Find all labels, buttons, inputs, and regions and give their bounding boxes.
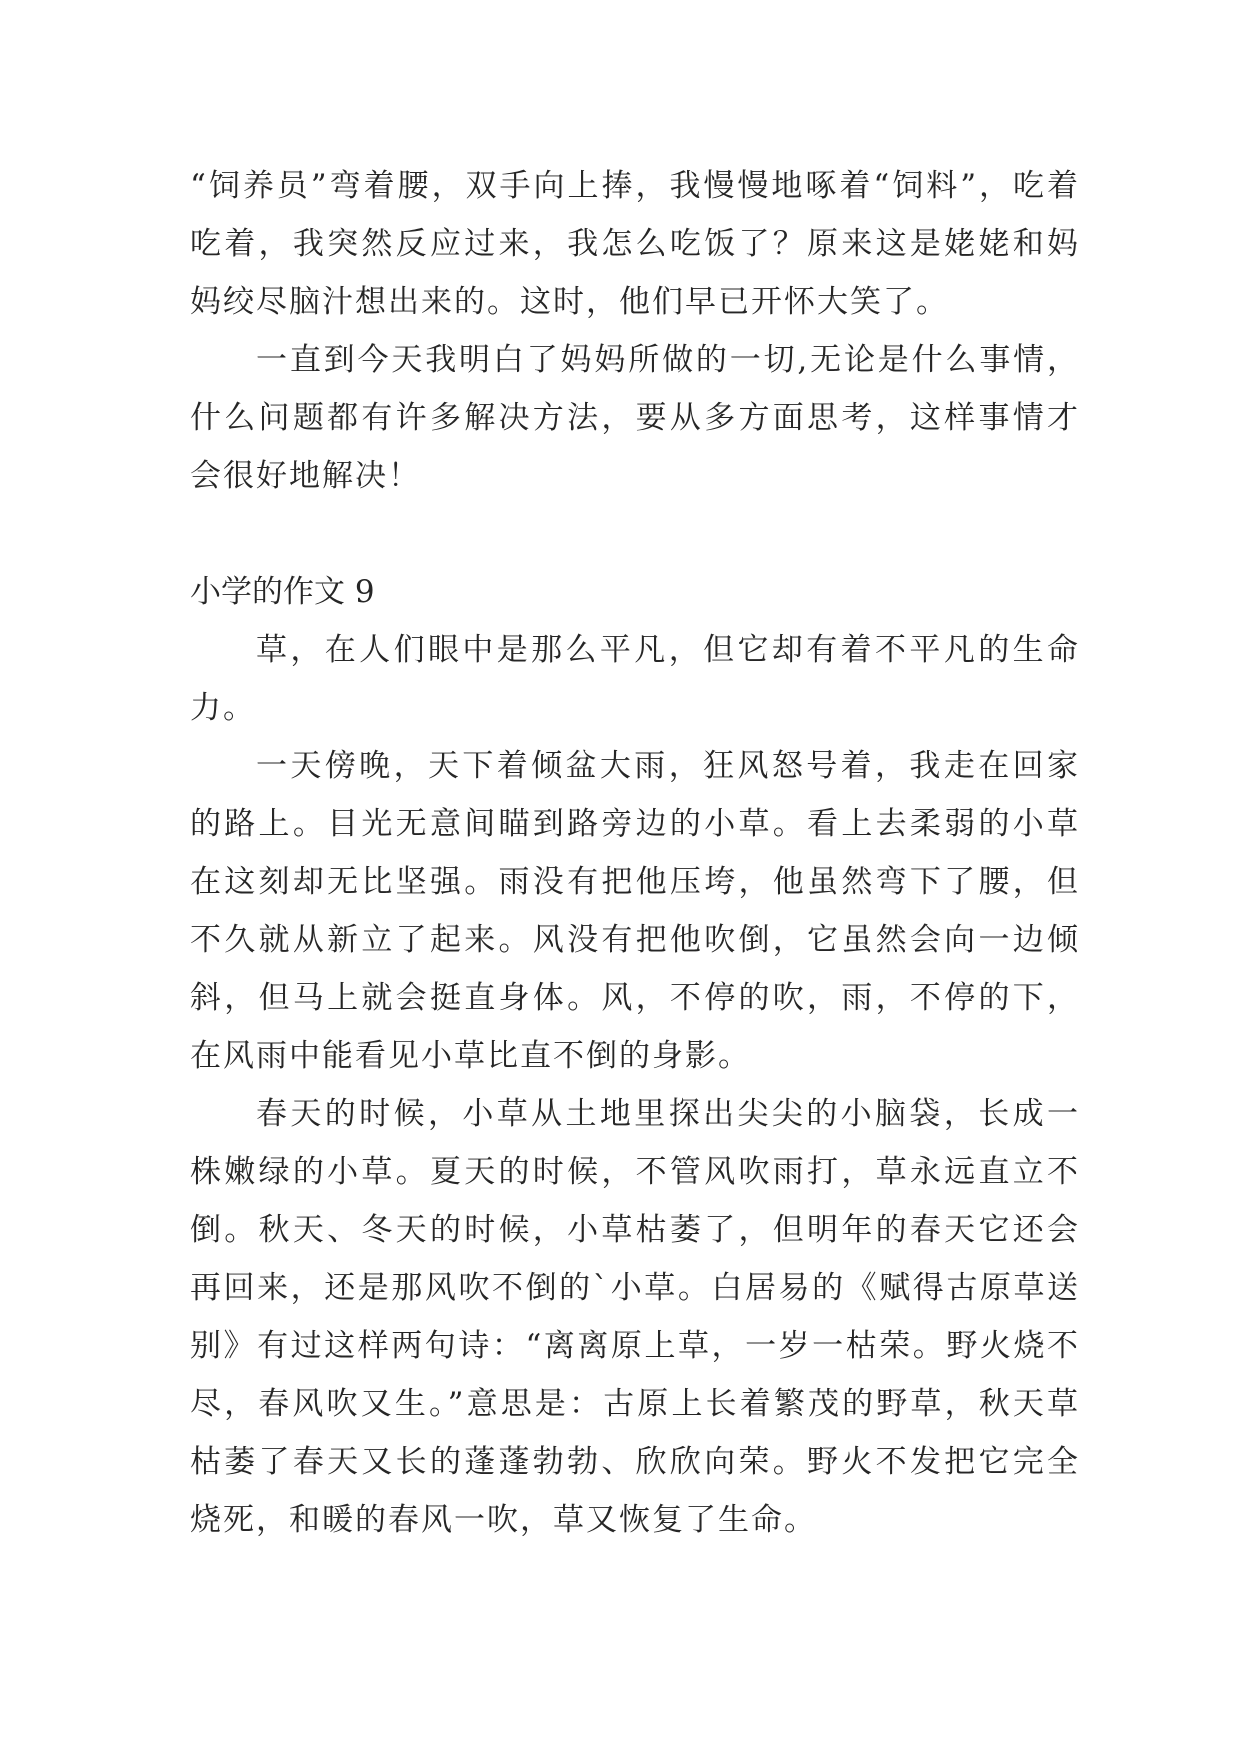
paragraph-storm: 一天傍晚，天下着倾盆大雨，狂风怒号着，我走在回家的路上。目光无意间瞄到路旁边的小草。看上去柔弱的小草在这刻却无比坚强。雨没有把他压垮，他虽然弯下了腰，但不久就从新立了起来。风没有把他吹倒，它虽然会向一边倾斜，但马上就会挺直身体。风，不停的吹，雨，不停的下，在风雨中能看见小草比直不倒的身影。	[190, 748, 1080, 1074]
paragraph-conclusion: 一直到今天我明白了妈妈所做的一切,无论是什么事情，什么问题都有许多解决方法，要从多方面思考，这样事情才会很好地解决！	[190, 342, 1080, 494]
essay-heading: 小学的作文 9	[190, 574, 375, 610]
paragraph-seasons: 春天的时候，小草从土地里探出尖尖的小脑袋，长成一株嫩绿的小草。夏天的时候，不管风吹雨打，草永远直立不倒。秋天、冬天的时候，小草枯萎了，但明年的春天它还会再回来，还是那风吹不倒的`小草。白居易的《赋得古原草送别》有过这样两句诗：“离离原上草，一岁一枯荣。野火烧不尽，春风吹又生。”意思是：古原上长着繁茂的野草，秋天草枯萎了春天又长的蓬蓬勃勃、欣欣向荣。野火不发把它完全烧死，和暖的春风一吹，草又恢复了生命。	[190, 1096, 1080, 1538]
paragraph-continued: “饲养员”弯着腰，双手向上捧，我慢慢地啄着“饲料”，吃着吃着，我突然反应过来，我怎么吃饭了？原来这是姥姥和妈妈绞尽脑汁想出来的。这时，他们早已开怀大笑了。	[190, 168, 1080, 320]
document-body	[190, 157, 1080, 1549]
paragraph-intro: 草，在人们眼中是那么平凡，但它却有着不平凡的生命力。	[190, 632, 1080, 726]
